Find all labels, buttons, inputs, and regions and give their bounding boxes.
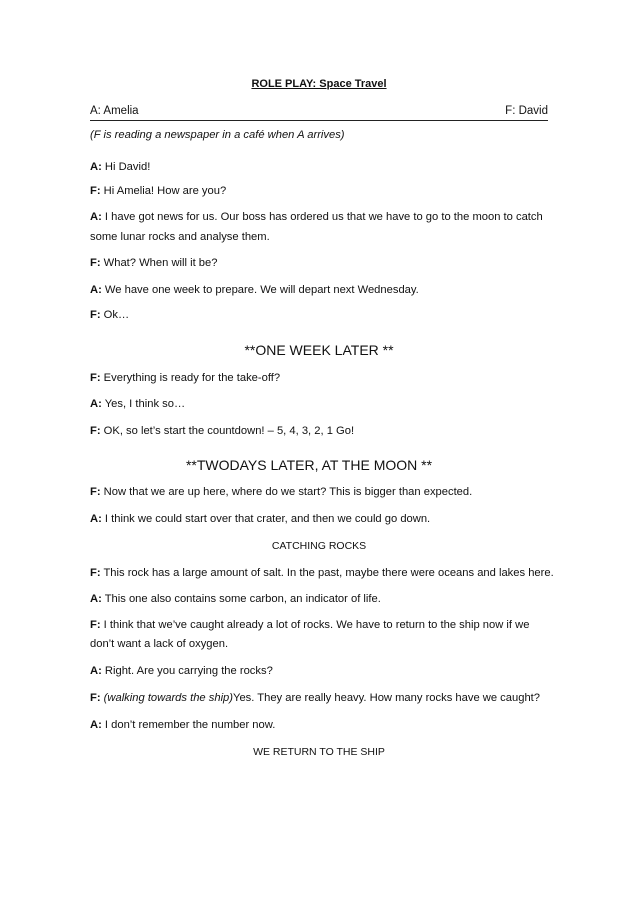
speaker-label: F: (90, 486, 101, 498)
speaker-label: A: (90, 398, 102, 410)
speaker-label: F: (90, 692, 101, 704)
dialogue-line-continuation (90, 634, 550, 655)
dialogue-line (90, 482, 550, 503)
section-heading: **ONE WEEK LATER ** (244, 342, 394, 358)
dialogue-line (90, 589, 550, 610)
dialogue-text: don’t want a lack of oxygen. (90, 638, 229, 650)
dialogue-line (90, 280, 550, 301)
document-title: ROLE PLAY: Space Travel (251, 78, 387, 90)
dialogue-text: This rock has a large amount of salt. In the past, maybe there were oceans and lakes here. (100, 567, 554, 579)
speaker-label: F: (90, 309, 101, 321)
dialogue-text: Ok… (100, 309, 130, 321)
dialogue-text: Yes. They are really heavy. How many rocks have we caught? (233, 692, 540, 704)
stage-direction-inline: (walking towards the ship) (100, 692, 234, 704)
dialogue-line (90, 181, 550, 202)
dialogue-line (90, 509, 550, 530)
dialogue-text: OK, so let’s start the countdown! – 5, 4, 3, 2, 1 Go! (100, 425, 355, 437)
dialogue-line (90, 715, 550, 736)
dialogue-line (90, 615, 550, 636)
speaker-label: F: (90, 372, 101, 384)
dialogue-text: We have one week to prepare. We will depart next Wednesday. (101, 284, 419, 296)
section-heading: WE RETURN TO THE SHIP (253, 746, 385, 758)
speaker-label: A: (90, 593, 102, 605)
dialogue-line (90, 421, 550, 442)
dialogue-line (90, 394, 550, 415)
speaker-label: A: (90, 513, 102, 525)
dialogue-line (90, 305, 550, 326)
header-speaker-a: A: Amelia (90, 105, 139, 117)
dialogue-line (90, 157, 550, 178)
dialogue-line-continuation (90, 227, 550, 248)
speaker-label: F: (90, 185, 101, 197)
dialogue-text: This one also contains some carbon, an indicator of life. (101, 593, 381, 605)
speaker-label: A: (90, 284, 102, 296)
section-heading: CATCHING ROCKS (271, 540, 367, 552)
speaker-label: F: (90, 257, 101, 269)
dialogue-text: Everything is ready for the take-off? (100, 372, 281, 384)
header-speaker-f: F: David (505, 105, 548, 117)
dialogue-line (90, 661, 550, 682)
dialogue-text: I don’t remember the number now. (101, 719, 276, 731)
dialogue-line (90, 253, 550, 274)
dialogue-text: Hi Amelia! How are you? (100, 185, 227, 197)
speaker-label: A: (90, 665, 102, 677)
speaker-label: F: (90, 567, 101, 579)
speaker-label: F: (90, 619, 101, 631)
dialogue-text: some lunar rocks and analyse them. (90, 231, 270, 243)
dialogue-line (90, 563, 554, 584)
speaker-label: F: (90, 425, 101, 437)
dialogue-text: Right. Are you carrying the rocks? (101, 665, 273, 677)
dialogue-text: Now that we are up here, where do we start? This is bigger than expected. (100, 486, 473, 498)
dialogue-text: I think that we’ve caught already a lot of rocks. We have to return to the ship now if we (100, 619, 530, 631)
speaker-label: A: (90, 211, 102, 223)
dialogue-line (90, 368, 550, 389)
dialogue-line (90, 688, 550, 709)
dialogue-text: What? When will it be? (100, 257, 218, 269)
dialogue-text: I think we could start over that crater, and then we could go down. (101, 513, 431, 525)
dialogue-line (90, 207, 550, 228)
speaker-header (90, 104, 548, 121)
stage-direction: (F is reading a newspaper in a café when A arrives) (90, 129, 345, 141)
speaker-label: A: (90, 161, 102, 173)
dialogue-text: Hi David! (101, 161, 151, 173)
section-heading: **TWODAYS LATER, AT THE MOON ** (185, 457, 433, 473)
dialogue-text: Yes, I think so… (101, 398, 186, 410)
dialogue-text: I have got news for us. Our boss has ordered us that we have to go to the moon to catch (101, 211, 543, 223)
speaker-label: A: (90, 719, 102, 731)
